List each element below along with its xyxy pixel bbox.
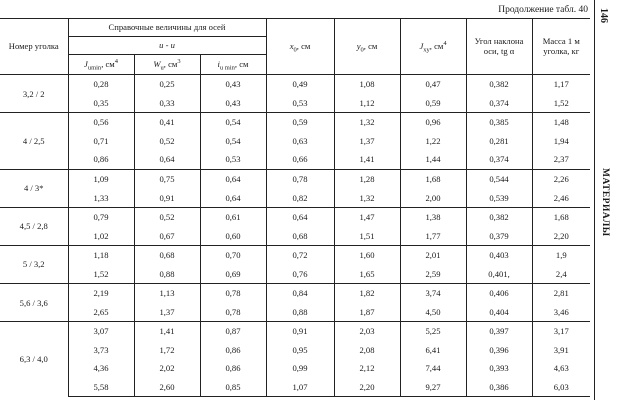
- table-cell: 0,66: [266, 150, 334, 169]
- table-cell: 2,65: [68, 303, 134, 322]
- table-cell: 2,12: [334, 359, 400, 378]
- table-cell: 0,67: [134, 226, 200, 245]
- table-cell: 0,91: [266, 322, 334, 341]
- table-cell: 1,47: [334, 207, 400, 226]
- table-cell: 0,63: [266, 132, 334, 151]
- table-cell: 0,28: [68, 75, 134, 94]
- table-cell: 0,60: [200, 226, 266, 245]
- table-cell: 0,85: [200, 378, 266, 397]
- table-cell: 0,87: [200, 322, 266, 341]
- table-cell: 0,43: [200, 94, 266, 113]
- table-cell: 2,00: [400, 188, 466, 207]
- table-cell: 1,77: [400, 226, 466, 245]
- table-cell: 0,54: [200, 132, 266, 151]
- table-cell: 2,01: [400, 245, 466, 264]
- table-row: [0, 359, 590, 378]
- table-cell: 1,51: [334, 226, 400, 245]
- table-cell: 0,53: [200, 150, 266, 169]
- table-cell: 6,41: [400, 341, 466, 360]
- table-cell: 4,63: [532, 359, 590, 378]
- table-cell: 1,87: [334, 303, 400, 322]
- angle-properties-table: [0, 18, 590, 397]
- table-row: [0, 322, 590, 341]
- table-cell: 0,52: [134, 207, 200, 226]
- table-cell: 9,27: [400, 378, 466, 397]
- angle-number-cell: 3,2 / 2: [0, 75, 68, 113]
- table-cell: 0,385: [466, 113, 532, 132]
- header-tilt: Угол наклона оси, tg α: [466, 19, 532, 75]
- table-cell: 1,02: [68, 226, 134, 245]
- table-cell: 2,26: [532, 169, 590, 188]
- table-cell: 2,4: [532, 264, 590, 283]
- section-title: МАТЕРИАЛЫ: [600, 168, 610, 237]
- table-cell: 1,17: [532, 75, 590, 94]
- table-row: [0, 226, 590, 245]
- table-cell: 0,397: [466, 322, 532, 341]
- table-cell: 3,73: [68, 341, 134, 360]
- table-cell: 0,86: [200, 359, 266, 378]
- angle-number-cell: 5,6 / 3,6: [0, 284, 68, 322]
- table-cell: 3,07: [68, 322, 134, 341]
- table-cell: 2,81: [532, 284, 590, 303]
- table-cell: 1,52: [532, 94, 590, 113]
- table-cell: 0,76: [266, 264, 334, 283]
- table-cell: 0,374: [466, 94, 532, 113]
- header-w-u: $W_u$, $см^3$: [134, 55, 200, 75]
- header-axis: u - u: [68, 37, 266, 55]
- table-cell: 0,374: [466, 150, 532, 169]
- table-cell: 0,68: [266, 226, 334, 245]
- table-row: [0, 94, 590, 113]
- table-cell: 2,60: [134, 378, 200, 397]
- table-cell: 6,03: [532, 378, 590, 397]
- table-row: [0, 150, 590, 169]
- table-cell: 2,20: [532, 226, 590, 245]
- table-cell: 2,46: [532, 188, 590, 207]
- table-cell: 0,99: [266, 359, 334, 378]
- table-row: [0, 341, 590, 360]
- table-row: [0, 245, 590, 264]
- header-x0: $x_0$, см: [266, 19, 334, 75]
- table-cell: 0,86: [68, 150, 134, 169]
- table-cell: 2,08: [334, 341, 400, 360]
- table-cell: 1,68: [532, 207, 590, 226]
- table-cell: 0,47: [400, 75, 466, 94]
- table-cell: 0,69: [200, 264, 266, 283]
- table-cell: 0,61: [200, 207, 266, 226]
- table-row: [0, 207, 590, 226]
- header-y0: $y_0$, см: [334, 19, 400, 75]
- table-cell: 3,91: [532, 341, 590, 360]
- table-cell: 1,09: [68, 169, 134, 188]
- table-cell: 0,64: [266, 207, 334, 226]
- table-cell: 1,33: [68, 188, 134, 207]
- table-cell: 0,96: [400, 113, 466, 132]
- table-cell: 0,78: [200, 303, 266, 322]
- table-cell: 5,25: [400, 322, 466, 341]
- table-cell: 1,22: [400, 132, 466, 151]
- table-cell: 0,54: [200, 113, 266, 132]
- table-cell: 0,406: [466, 284, 532, 303]
- table-cell: 0,59: [400, 94, 466, 113]
- table-cell: 0,59: [266, 113, 334, 132]
- table-cell: 1,32: [334, 113, 400, 132]
- table-cell: 0,33: [134, 94, 200, 113]
- table-cell: 1,9: [532, 245, 590, 264]
- table-cell: 0,43: [200, 75, 266, 94]
- table-row: [0, 264, 590, 283]
- table-cell: 1,65: [334, 264, 400, 283]
- table-cell: 0,52: [134, 132, 200, 151]
- table-cell: 2,20: [334, 378, 400, 397]
- table-cell: 0,68: [134, 245, 200, 264]
- table-row: [0, 303, 590, 322]
- table-cell: 0,382: [466, 207, 532, 226]
- page-number: 146: [598, 8, 609, 23]
- table-cell: 0,403: [466, 245, 532, 264]
- angle-number-cell: 4,5 / 2,8: [0, 207, 68, 245]
- table-cell: 0,72: [266, 245, 334, 264]
- header-j-umin: $J_{umin}$, $см^4$: [68, 55, 134, 75]
- table-cell: 0,79: [68, 207, 134, 226]
- margin-rule: [594, 0, 595, 400]
- table-cell: 0,382: [466, 75, 532, 94]
- table-cell: 1,60: [334, 245, 400, 264]
- table-cell: 0,544: [466, 169, 532, 188]
- table-cell: 4,36: [68, 359, 134, 378]
- table-cell: 1,72: [134, 341, 200, 360]
- table-cell: 2,03: [334, 322, 400, 341]
- table-cell: 0,91: [134, 188, 200, 207]
- table-cell: 0,393: [466, 359, 532, 378]
- table-cell: 0,64: [134, 150, 200, 169]
- table-cell: 0,41: [134, 113, 200, 132]
- table-cell: 0,88: [266, 303, 334, 322]
- table-cell: 0,25: [134, 75, 200, 94]
- table-cell: 1,18: [68, 245, 134, 264]
- table-cell: 1,52: [68, 264, 134, 283]
- table-cell: 0,379: [466, 226, 532, 245]
- table-row: [0, 284, 590, 303]
- table-cell: 3,17: [532, 322, 590, 341]
- table-cell: 1,07: [266, 378, 334, 397]
- angle-number-cell: 6,3 / 4,0: [0, 322, 68, 397]
- table-cell: 4,50: [400, 303, 466, 322]
- angle-number-cell: 4 / 2,5: [0, 113, 68, 170]
- table-row: [0, 113, 590, 132]
- table-row: [0, 75, 590, 94]
- table-cell: 0,71: [68, 132, 134, 151]
- table-cell: 1,41: [134, 322, 200, 341]
- table-cell: 1,28: [334, 169, 400, 188]
- table-cell: 2,02: [134, 359, 200, 378]
- table-cell: 1,13: [134, 284, 200, 303]
- table-cell: 1,48: [532, 113, 590, 132]
- table-cell: 0,64: [200, 169, 266, 188]
- table-cell: 3,74: [400, 284, 466, 303]
- table-cell: 1,38: [400, 207, 466, 226]
- table-cell: 1,32: [334, 188, 400, 207]
- table-row: [0, 169, 590, 188]
- table-cell: 0,64: [200, 188, 266, 207]
- table-cell: 1,08: [334, 75, 400, 94]
- table-cell: 1,37: [334, 132, 400, 151]
- table-cell: 0,539: [466, 188, 532, 207]
- table-cell: 0,281: [466, 132, 532, 151]
- table-row: [0, 188, 590, 207]
- table-cell: 0,386: [466, 378, 532, 397]
- angle-number-cell: 4 / 3*: [0, 169, 68, 207]
- table-cell: 0,70: [200, 245, 266, 264]
- angle-number-cell: 5 / 3,2: [0, 245, 68, 283]
- header-jxy: $J_{xy}$, $см^4$: [400, 19, 466, 75]
- table-cell: 3,46: [532, 303, 590, 322]
- header-i-umin: $i_{u min}$, см: [200, 55, 266, 75]
- table-cell: 1,41: [334, 150, 400, 169]
- table-cell: 0,84: [266, 284, 334, 303]
- table-cell: 0,404: [466, 303, 532, 322]
- table-row: [0, 378, 590, 397]
- table-cell: 0,75: [134, 169, 200, 188]
- table-cell: 0,56: [68, 113, 134, 132]
- table-cell: 0,401,: [466, 264, 532, 283]
- table-cell: 5,58: [68, 378, 134, 397]
- table-caption: Продолжение табл. 40: [498, 5, 588, 15]
- table-cell: 0,88: [134, 264, 200, 283]
- table-cell: 1,94: [532, 132, 590, 151]
- header-mass: Масса 1 м уголка, кг: [532, 19, 590, 75]
- table-cell: 2,19: [68, 284, 134, 303]
- table-cell: 2,37: [532, 150, 590, 169]
- table-cell: 0,95: [266, 341, 334, 360]
- table-cell: 1,44: [400, 150, 466, 169]
- table-cell: 1,37: [134, 303, 200, 322]
- table-cell: 1,68: [400, 169, 466, 188]
- table-cell: 1,12: [334, 94, 400, 113]
- table-cell: 0,86: [200, 341, 266, 360]
- table-cell: 0,82: [266, 188, 334, 207]
- table-cell: 0,396: [466, 341, 532, 360]
- table-cell: 0,78: [266, 169, 334, 188]
- table-cell: 0,78: [200, 284, 266, 303]
- table-cell: 7,44: [400, 359, 466, 378]
- table-cell: 0,49: [266, 75, 334, 94]
- table-cell: 0,53: [266, 94, 334, 113]
- table-cell: 1,82: [334, 284, 400, 303]
- header-ref-values: Справочные величины для осей: [68, 19, 266, 37]
- table-cell: 2,59: [400, 264, 466, 283]
- header-angle-no: Номер уголка: [0, 19, 68, 75]
- table-row: [0, 132, 590, 151]
- table-cell: 0,35: [68, 94, 134, 113]
